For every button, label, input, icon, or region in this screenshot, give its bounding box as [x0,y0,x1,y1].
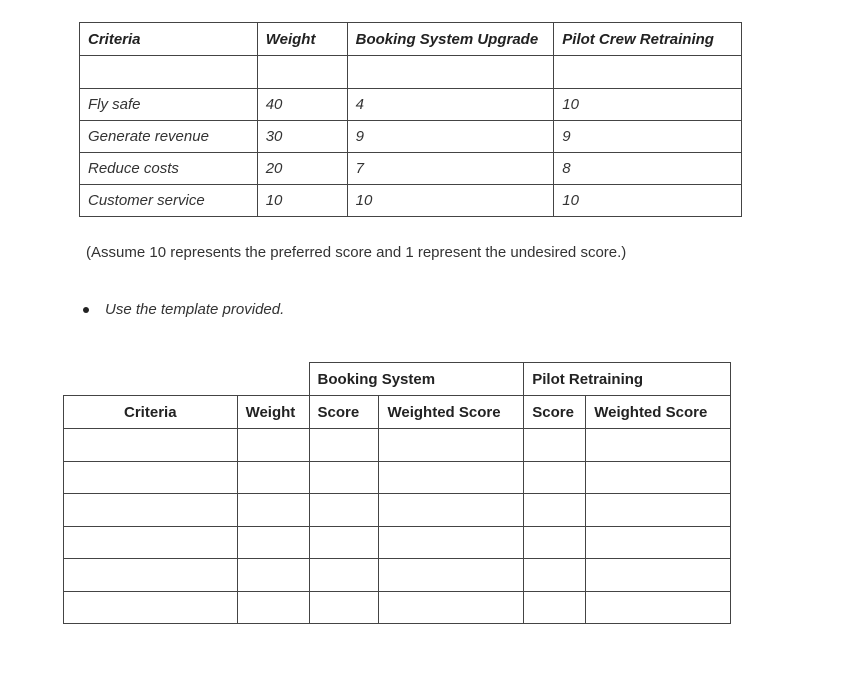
header-booking-system-upgrade: Booking System Upgrade [347,23,554,56]
group-header-pilot-retraining: Pilot Retraining [524,363,731,396]
criteria-table [79,22,742,217]
cell-booking: 10 [347,185,554,217]
template-header-weight: Weight [237,396,309,429]
template-group-header-row [64,363,731,396]
table-row [80,89,742,121]
template-header-criteria: Criteria [64,396,238,429]
template-table [63,362,731,624]
template-empty-row [64,461,731,494]
empty-row [80,56,742,89]
table-row [80,185,742,217]
template-empty-row [64,526,731,559]
cell-pilot: 9 [554,121,742,153]
bullet-item [80,301,284,318]
cell-weight: 40 [257,89,347,121]
template-empty-row [64,494,731,527]
header-weight: Weight [257,23,347,56]
template-header-pilot-weighted-score: Weighted Score [586,396,731,429]
cell-weight: 20 [257,153,347,185]
cell-criteria: Generate revenue [80,121,258,153]
template-empty-row [64,559,731,592]
cell-criteria: Reduce costs [80,153,258,185]
criteria-table-header-row [80,23,742,56]
template-empty-row [64,591,731,624]
cell-booking: 9 [347,121,554,153]
cell-weight: 30 [257,121,347,153]
template-header-booking-weighted-score: Weighted Score [379,396,524,429]
header-pilot-crew-retraining: Pilot Crew Retraining [554,23,742,56]
cell-pilot: 10 [554,89,742,121]
cell-booking: 7 [347,153,554,185]
template-header-booking-score: Score [309,396,379,429]
cell-pilot: 8 [554,153,742,185]
table-row [80,121,742,153]
bullet-text: Use the template provided. [105,301,285,318]
template-header-pilot-score: Score [524,396,586,429]
assumption-note: (Assume 10 represents the preferred score and 1 represent the undesired score.) [86,244,627,261]
cell-criteria: Fly safe [80,89,258,121]
template-empty-row [64,429,731,462]
group-header-booking-system: Booking System [309,363,524,396]
cell-weight: 10 [257,185,347,217]
bullet-dot-icon [83,307,89,313]
template-header-row [64,396,731,429]
cell-criteria: Customer service [80,185,258,217]
table-row [80,153,742,185]
cell-pilot: 10 [554,185,742,217]
cell-booking: 4 [347,89,554,121]
header-criteria: Criteria [80,23,258,56]
